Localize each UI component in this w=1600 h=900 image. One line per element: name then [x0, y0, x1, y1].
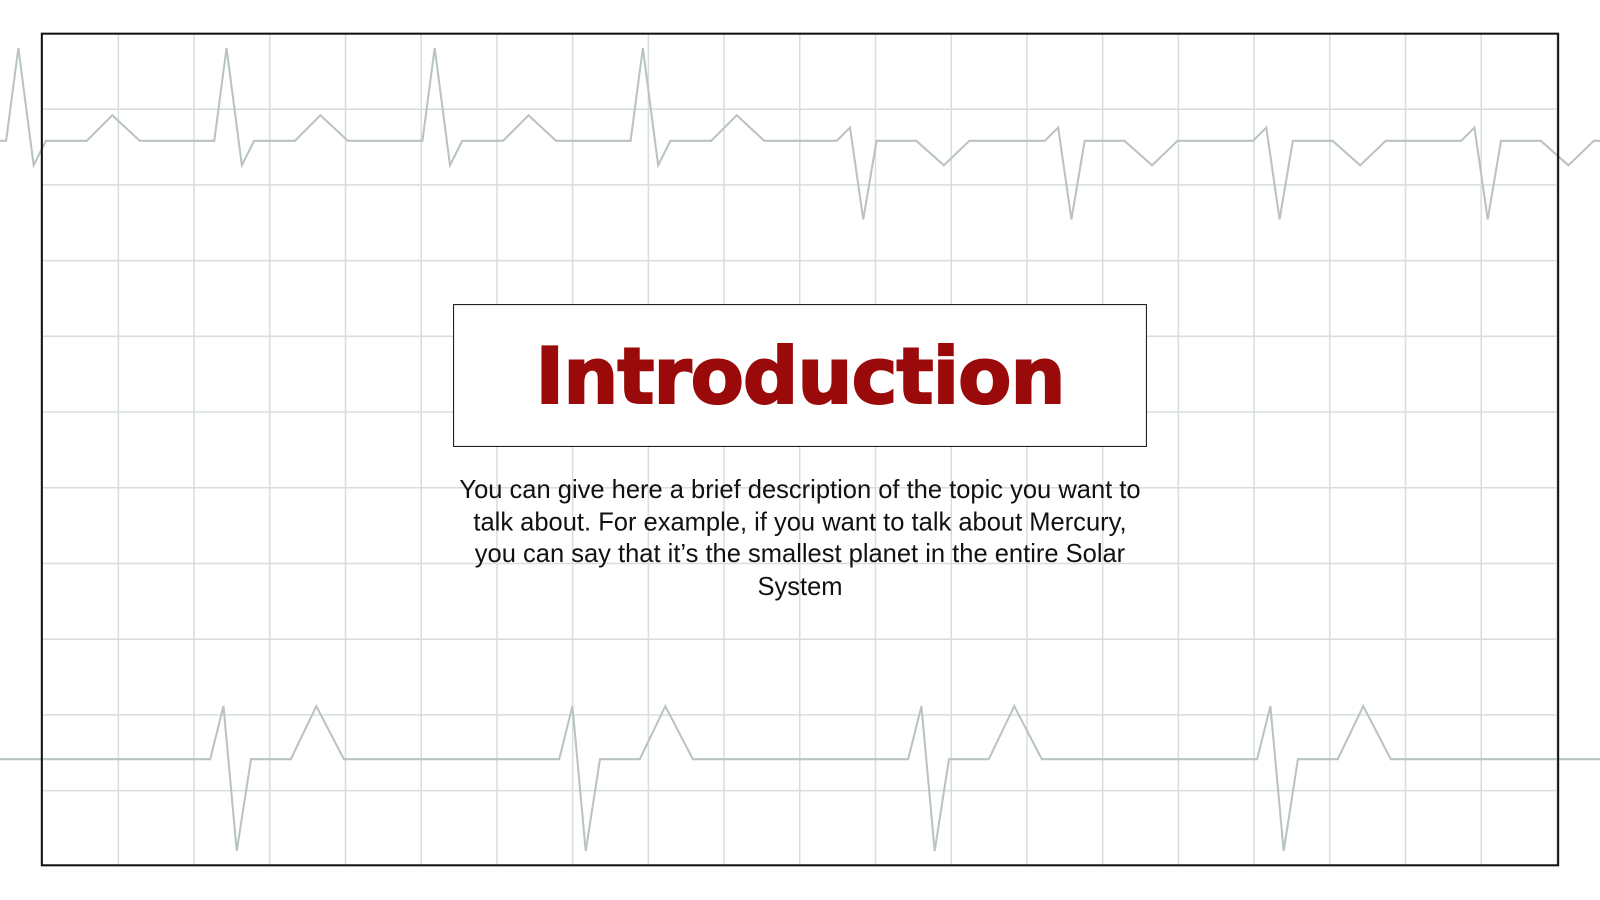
slide-title: Introduction: [535, 330, 1065, 421]
slide-description: You can give here a brief description of the topic you want to talk about. For example, if you want to talk about Mercury, you can say that it’s the smallest planet in the entire Solar System: [459, 475, 1141, 601]
title-box: [453, 304, 1147, 447]
grid-lines: [42, 34, 1558, 866]
